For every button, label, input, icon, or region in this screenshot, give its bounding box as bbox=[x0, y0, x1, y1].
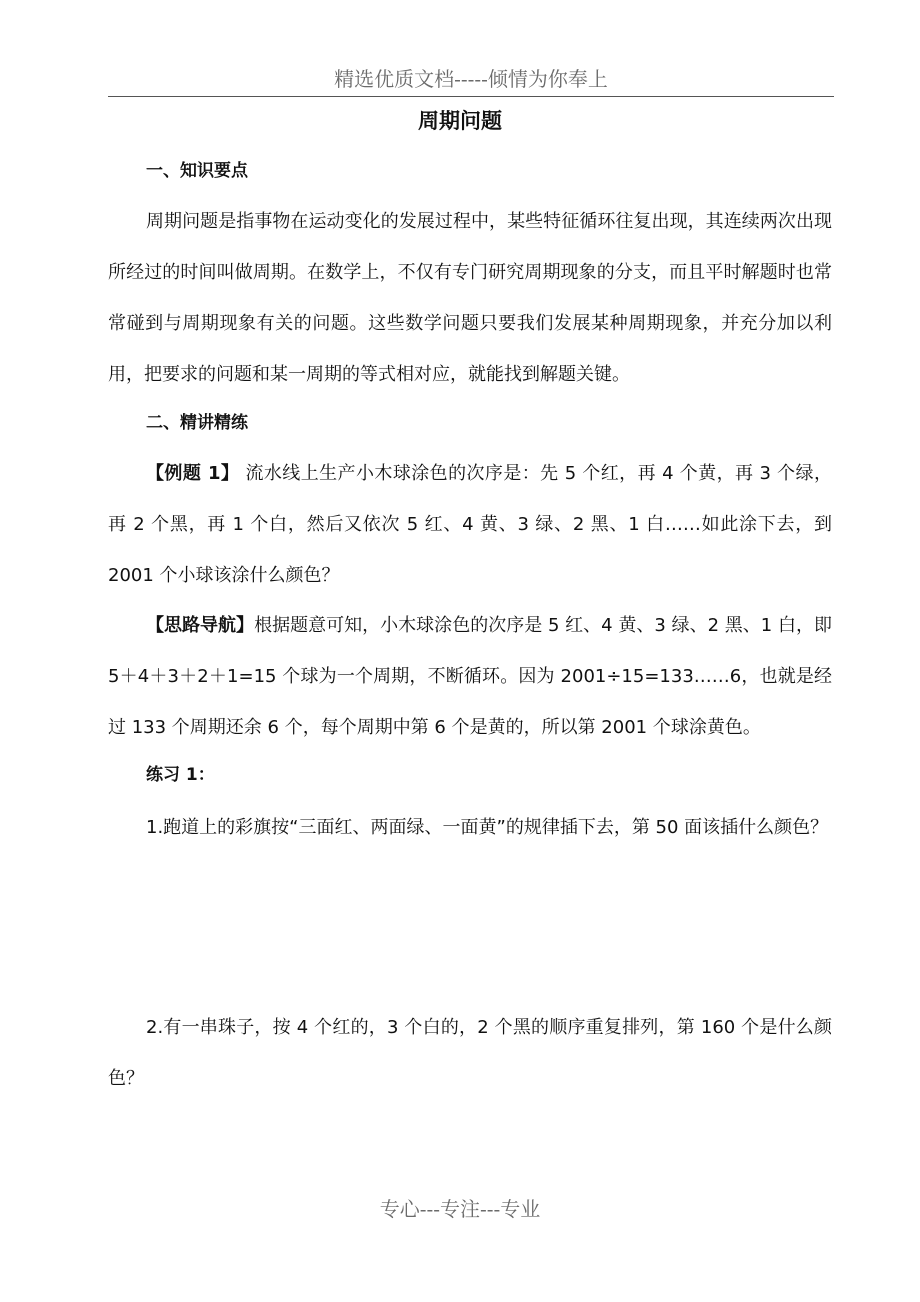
example-label: 【例题 1】 bbox=[146, 463, 240, 484]
knowledge-paragraph: 周期问题是指事物在运动变化的发展过程中，某些特征循环往复出现，其连续两次出现所经过的时间叫做周期。在数学上，不仅有专门研究周期现象的分支，而且平时解题时也常常碰到与周期现象有关的问题。这些数学问题只要我们发展某种周期现象，并充分加以利用，把要求的问题和某一周期的等式相对应，就能找到解题关键。 bbox=[108, 211, 832, 385]
analysis-paragraph bbox=[108, 600, 832, 753]
header-text: 精选优质文档-----倾情为你奉上 bbox=[334, 67, 608, 91]
example-text: 流水线上生产小木球涂色的次序是：先 5 个红，再 4 个黄，再 3 个绿，再 2 个黑，再 1 个白，然后又依次 5 红、4 黄、3 绿、2 黑、1 白……如此涂下去，到 2001 个小球该涂什么颜色？ bbox=[108, 463, 832, 586]
section-heading-knowledge: 一、知识要点 bbox=[146, 161, 248, 181]
analysis-text: 根据题意可知，小木球涂色的次序是 5 红、4 黄、3 绿、2 黑、1 白，即 5＋4＋3＋2＋1=15 个球为一个周期，不断循环。因为 2001÷15=133……6，也就是经过 133 个周期还余 6 个，每个周期中第 6 个是黄的，所以第 2001 个球涂黄色。 bbox=[108, 615, 833, 738]
section-heading-practice: 二、精讲精练 bbox=[146, 413, 248, 433]
exercise-question-2: 2.有一串珠子，按 4 个红的，3 个白的，2 个黑的顺序重复排列，第 160 个是什么颜色？ bbox=[108, 1017, 832, 1089]
example-1 bbox=[108, 448, 832, 601]
page-footer: 专心---专注---专业 bbox=[379, 1197, 541, 1221]
page-header bbox=[108, 62, 834, 97]
exercise-question-1: 1.跑道上的彩旗按“三面红、两面绿、一面黄”的规律插下去，第 50 面该插什么颜色？ bbox=[146, 817, 829, 838]
page-title: 周期问题 bbox=[418, 109, 502, 133]
exercise-heading: 练习 1： bbox=[146, 765, 215, 785]
analysis-label: 【思路导航】 bbox=[146, 615, 255, 636]
